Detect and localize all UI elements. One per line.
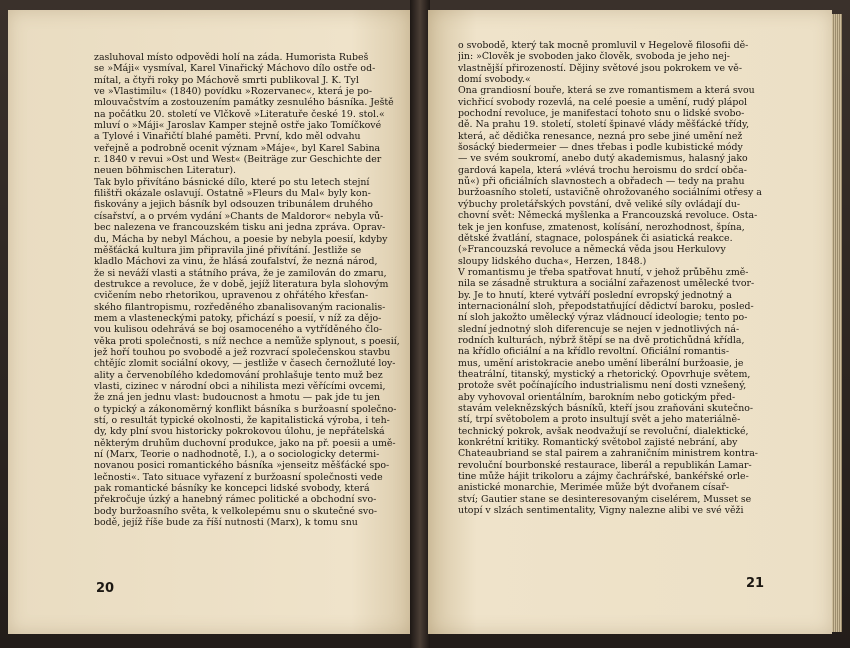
text-line: ve »Vlastimilu« (1840) povídku »Rozervanec«, která je po- (94, 86, 373, 98)
text-line: theatrální, titanský, mystický a rhetorický. Opovrhuje světem, (458, 368, 751, 380)
text-line: body buržoasního světa, k velkolepému snu o skutečné svo- (94, 505, 378, 517)
text-line: chovní svět: Německá myšlenka a Francouzská revoluce. Osta- (458, 210, 758, 222)
text-line: která, ač dědička renesance, nezná pro sebe jiné umění než (458, 130, 743, 142)
text-line: že zná jen jednu vlast: budoucnost a hmotu — pak jde tu jen (94, 392, 381, 404)
right-page-number: 21 (746, 576, 765, 591)
text-line: cvičením nebo rhetorikou, upravenou z ohřátého křesťan- (94, 290, 369, 302)
text-line: se »Máji« vysmíval, Karel Vinařický Máchovo dílo ostře od- (94, 63, 376, 75)
text-line: technický pokrok, avšak neodvažují se revoluční, dialektické, (458, 425, 749, 437)
text-line: mluví o »Máji« Jaroslav Kamper stejně ostře jako Tomíčkové (94, 120, 382, 132)
text-line: V romantismu je třeba spatřovat hnutí, v jehož průběhu změ- (458, 266, 749, 278)
text-line: měšťácká kultura jim připravila jiné přivítání. Jestliže se (94, 244, 362, 256)
text-line: překročuje úzký a hanebný rámec politické a obchodní svo- (94, 494, 377, 506)
text-line: dy, kdy plní svou historicky pokrokovou úlohu, je nepřátelská (94, 426, 385, 438)
text-line: stí, trpí světobolem a proto insultují svět a jeho materiálně- (458, 414, 741, 426)
text-line: anistické monarchie, Merimée může být dvořanem císař- (458, 482, 729, 494)
text-line: Chateaubriand se stal pairem a zahraničním ministrem kontra- (458, 448, 758, 460)
text-line: a Tylové i Vinařičtí blahé paměti. První, kdo měl odvahu (94, 131, 361, 143)
text-line: vou kulisou odehrává se boj osamoceného a vytříděného člo- (94, 324, 383, 336)
left-page (8, 10, 412, 634)
text-line: mítal, a čtyři roky po Máchově smrti publikoval J. K. Tyl (94, 74, 359, 86)
text-line: Ona grandiosní bouře, která se zve romantismem a která svou (458, 85, 755, 97)
text-line: — ve svém soukromí, anebo dutý akademismus, halasný jako (458, 153, 748, 165)
text-line: nů«) při oficiálních slavnostech a obřadech — tedy na prahu (458, 176, 745, 188)
text-line: bodě, jejíž říše bude za říší nutnosti (Marx), k tomu snu (94, 517, 358, 529)
text-line: kladlo Máchovi za vinu, že hlásá zoufalství, že nezná národ, (94, 256, 378, 268)
text-line: některým druhům duchovní produkce, jako na př. poesii a umě- (94, 437, 396, 449)
text-line: neuen böhmischen Literatur). (94, 165, 236, 177)
text-line: lečnosti«. Tato situace vyřazení z buržoasní společnosti vede (94, 471, 383, 483)
text-line: ality a červenobílého kdedomování prohlašuje tento muž bez (94, 369, 383, 381)
text-line: bec nalezena ve francouzském tisku ani jedna zpráva. Oprav- (94, 222, 386, 234)
text-line: by. Je to hnutí, které vytváří poslední evropský jednotný a (458, 289, 732, 301)
text-line: stí, o resultát typické okolnosti, že kapitalistická výroba, i teh- (94, 415, 390, 426)
text-line: Tak bylo přivítáno básnické dílo, které po stu letech stejní (94, 176, 370, 188)
text-line: stavám veleknězských básníků, kteří jsou zraňováni skutečno- (458, 403, 754, 414)
text-line: fiskovány a jejich básník byl odsouzen tribunálem druhého (94, 199, 373, 211)
text-line: revoluční bourbonské restaurace, liberál a republikán Lamar- (458, 459, 752, 471)
text-line: o svobodě, který tak mocně promluvil v Hegelově filosofii dě- (458, 40, 749, 51)
text-line: rodních kulturách, nýbrž štěpí se na dvě protichůdná křídla, (458, 334, 745, 346)
text-line: konkrétní kritiky. Romantický světobol zajisté nebrání, aby (458, 437, 738, 449)
text-line: sloupy lidského ducha«, Herzen, 1848.) (458, 255, 647, 267)
book-gutter (410, 0, 430, 648)
text-line: chtějíc zlomit sociální okovy, — jestliže v časech černožluté loy- (94, 358, 396, 370)
left-page-text (94, 52, 404, 528)
text-line: dě. Na prahu 19. století, století špinavé vlády měšťácké třídy, (458, 119, 750, 131)
text-line: mlouvačstvím a zostouzením památky zesnulého básníka. Ještě (94, 97, 394, 109)
text-line: nila se zásadně struktura a sociální zařazenost umělecké tvor- (458, 278, 755, 290)
text-line: jin: »Člověk je svoboden jako člověk, svoboda je jeho nej- (458, 51, 730, 63)
text-line: aby vyhovoval orientálním, barokním nebo gotickým před- (458, 391, 736, 403)
text-line: veřejně a podrobně ocenit význam »Máje«, byl Karel Sabina (94, 142, 381, 154)
text-line: domí svobody.« (458, 74, 531, 86)
text-line: výbuchy proletářských povstání, dvě veliké síly ovládají du- (458, 198, 741, 210)
text-line: novanou posici romantického básníka »jenseitz měšťácké spo- (94, 460, 390, 472)
text-line: utopí v slzách sentimentality, Vigny nalezne alibi ve své věži (458, 505, 744, 517)
text-line: šosácký biedermeier — dnes třebas i podle kubistické módy (458, 142, 743, 154)
text-line: ní (Marx, Teorie o nadhodnotě, I.), a o sociologicky determi- (94, 449, 380, 461)
text-line: slední jednotný sloh diferencuje se nejen v jednotlivých ná- (458, 323, 740, 335)
text-line: na počátku 20. století ve Vlčkově »Literatuře české 19. stol.« (94, 108, 385, 120)
text-line: pochodní revoluce, je manifestací tohoto snu o lidské svobo- (458, 108, 745, 120)
text-line: mus, umění aristokracie anebo umění liberální buržoasie, je (458, 357, 744, 369)
text-line: tek je jen konfuse, zmatenost, kolísání, nerozhodnost, špína, (458, 221, 745, 233)
text-line: du, Mácha by nebyl Máchou, a poesie by nebyla poesií, kdyby (94, 233, 388, 245)
text-line: jež hoří touhou po svobodě a jež rozvrací společenskou stavbu (94, 346, 391, 358)
text-line: destrukce a revoluce, že v době, jejíž literatura byla slohovým (94, 278, 389, 290)
text-line: ství; Gautier stane se desinteresovaným ciselérem, Musset se (458, 493, 752, 505)
text-line: o typický a zákonomĕrný konflikt básníka s buržoasní společno- (94, 403, 397, 415)
text-line: r. 1840 v revui »Ost und West« (Beiträge zur Geschichte der (94, 154, 382, 166)
text-line: vlasti, cizinec v národní obci a nihilista mezi věřícími ovcemi, (94, 380, 386, 392)
text-line: pak romantické básníky ke koncepci lidské svobody, která (94, 483, 370, 495)
text-line: že si neváží vlasti a státního práva, že je zamilován do zmaru, (94, 267, 387, 279)
text-line: mem a vlasteneckými patoky, přichází s poesií, v níž za dějo- (94, 312, 382, 324)
text-line: věka proti společnosti, s níž nechce a nemůže splynout, s poesií, (94, 335, 400, 347)
text-line: ní sloh jakožto umělecký výraz vládnoucí ideologie; tento po- (458, 312, 748, 324)
right-page (428, 10, 832, 634)
left-page-number: 20 (96, 581, 115, 596)
text-line: protože svět počínajícího industrialismu není dosti vznešený, (458, 380, 747, 392)
text-line: buržoasního století, ustavičně ohrožovaného sociálními otřesy a (458, 187, 762, 199)
text-line: vichřicí svobody rozevlá, na celé poesie a umění, rudý plápol (458, 96, 747, 108)
text-line: (»Francouzská revoluce a německá věda jsou Herkulovy (458, 244, 726, 256)
text-line: dětské žvatlání, stagnace, polospánek či asiatická reakce. (458, 232, 733, 244)
text-line: tine může hájit trikoloru a zájmy čachrářské, bankéřské orle- (458, 471, 749, 483)
text-line: ského filantropismu, rozředěného zbanalisovaným racionalis- (94, 301, 386, 313)
text-line: gardová kapela, která »vlévá trochu heroismu do srdcí obča- (458, 164, 747, 176)
page-edges (832, 14, 842, 632)
text-line: císařství, a o prvém vydání »Chants de Maldoror« nebyla vů- (94, 210, 384, 222)
text-line: filištři okázale oslavují. Ostatně »Fleurs du Mal« byly kon- (94, 188, 371, 200)
text-line: vlastnější přirozeností. Dějiny světové jsou pokrokem ve vě- (458, 62, 743, 74)
text-line: na křídlo oficiální a na křídlo revoltní. Oficiální romantis- (458, 346, 730, 358)
right-page-text (458, 40, 772, 516)
text-line: zasluhoval místo odpovědi holí na záda. Humorista Rubeš (94, 52, 369, 63)
text-line: internacionální sloh, přepodstatňující dědictví baroku, posled- (458, 300, 754, 312)
